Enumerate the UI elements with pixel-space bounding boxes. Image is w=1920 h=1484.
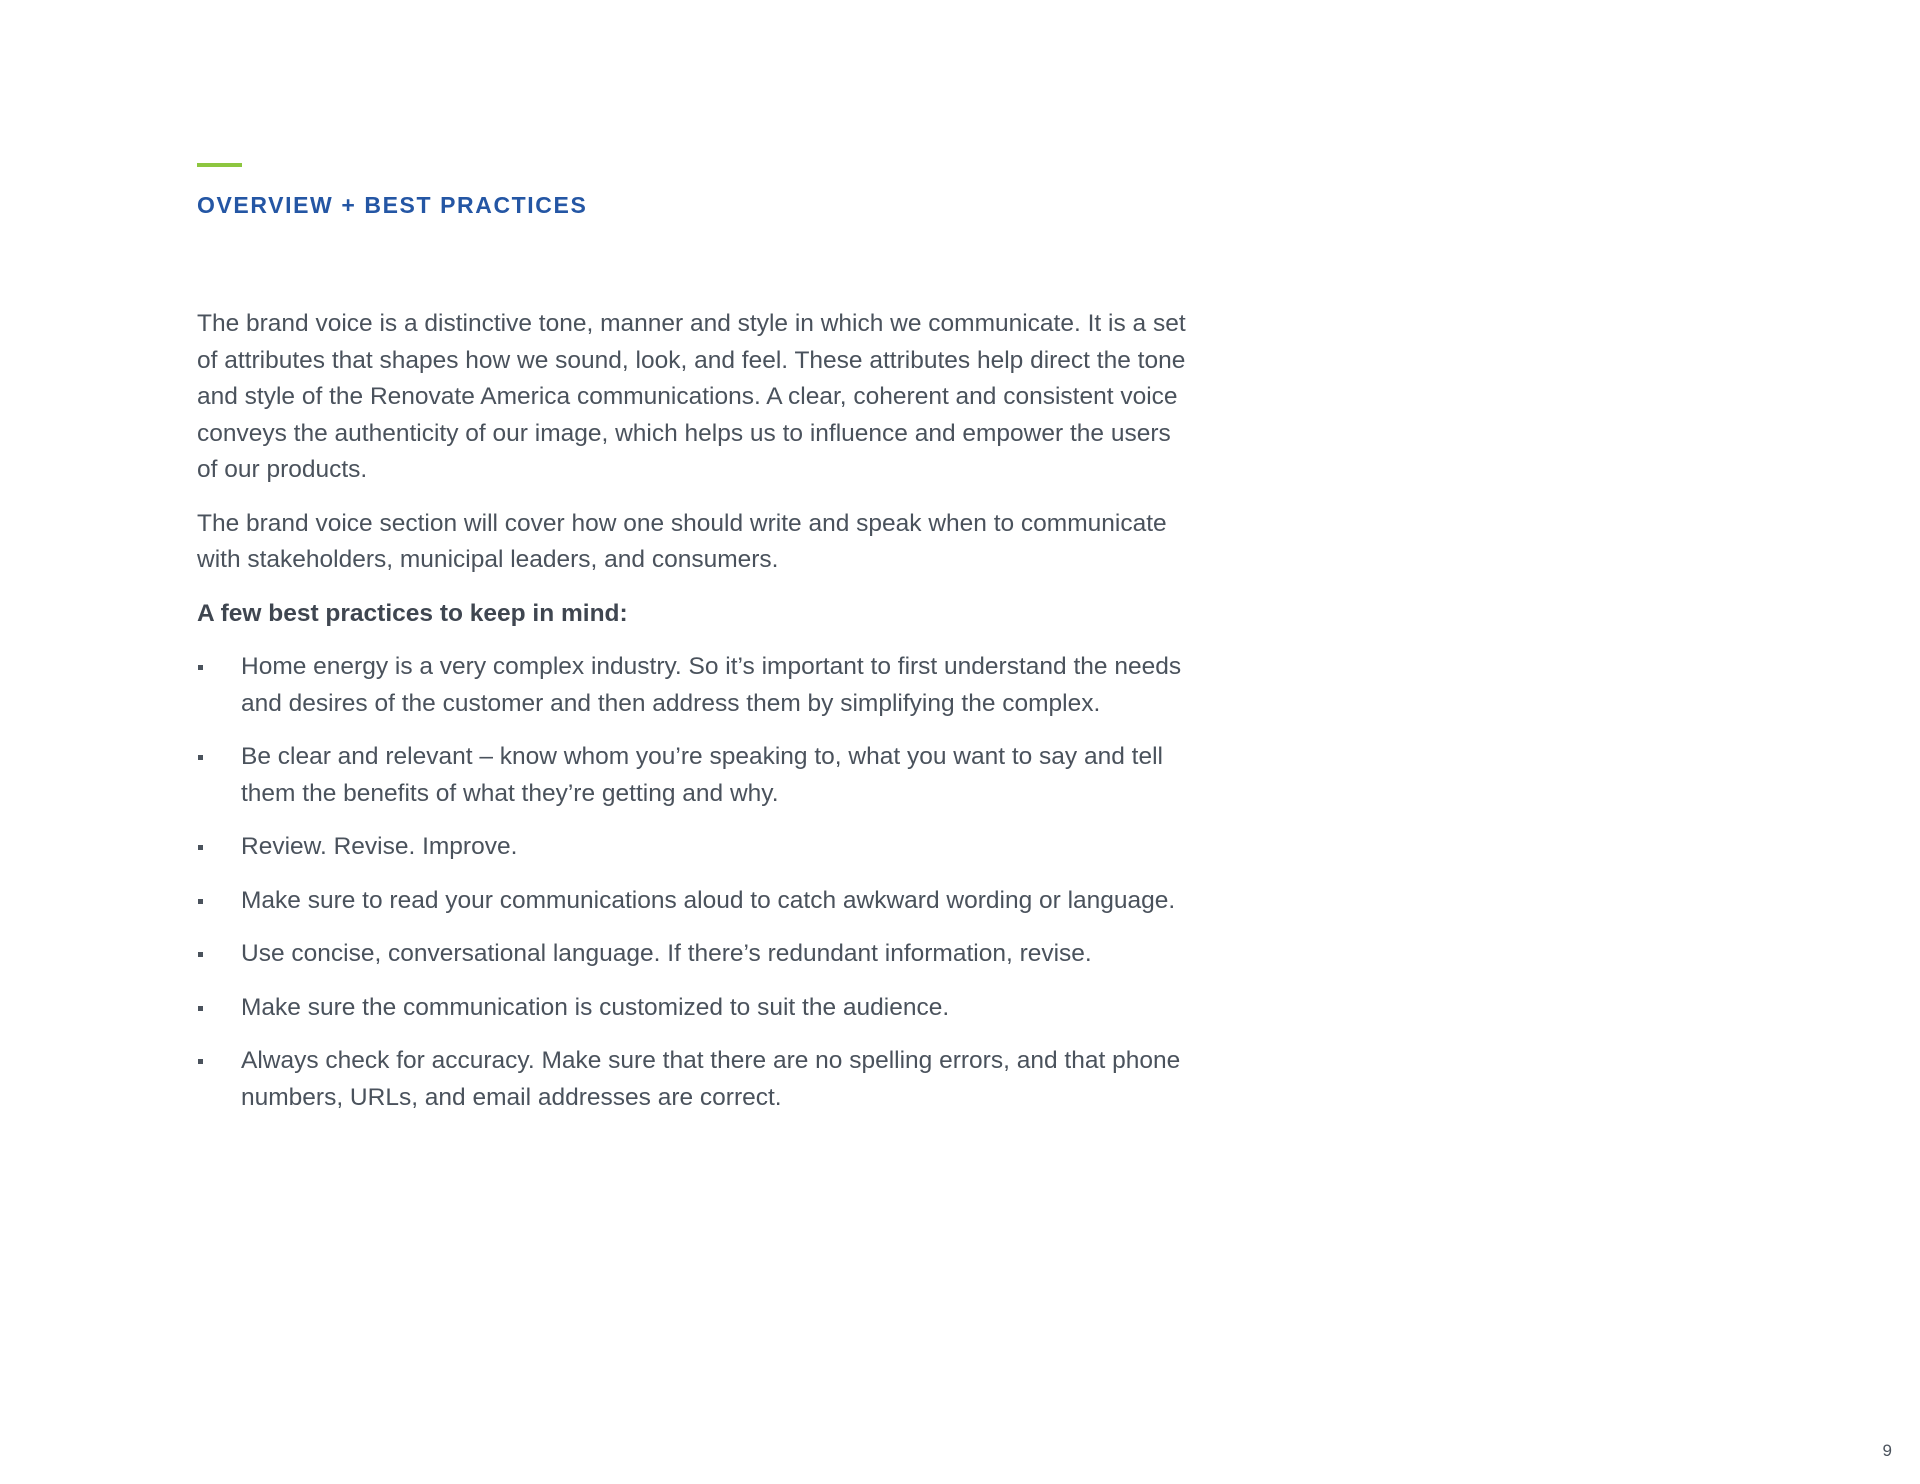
list-item [197, 990, 1197, 1027]
list-item-text: Use concise, conversational language. If there’s redundant information, revise. [241, 940, 1092, 967]
page-number: 9 [1882, 1441, 1892, 1460]
body-content [197, 306, 1197, 1133]
square-bullet-icon [198, 1006, 203, 1011]
list-item-text: Review. Revise. Improve. [241, 833, 518, 860]
list-item [197, 936, 1197, 973]
list-item [197, 649, 1197, 722]
list-item-text: Make sure the communication is customized to suit the audience. [241, 993, 950, 1021]
intro-paragraph: The brand voice is a distinctive tone, manner and style in which we communicate. It is a set of attributes that shapes how we sound, look, and feel. These attributes help direct the tone and style of the Renovate America communications. A clear, coherent and consistent voice conveys the authenticity of our image, which helps us to influence and empower the users of our products. [197, 310, 1186, 483]
list-item [197, 883, 1197, 920]
square-bullet-icon [198, 665, 203, 670]
section-heading: OVERVIEW + BEST PRACTICES [197, 192, 588, 218]
best-practices-lead-in: A few best practices to keep in mind: [197, 599, 628, 627]
list-item-text: Always check for accuracy. Make sure that there are no spelling errors, and that phone numbers, URLs, and email addresses are correct. [241, 1047, 1181, 1111]
list-item [197, 829, 1197, 866]
scope-paragraph: The brand voice section will cover how one should write and speak when to communicate with stakeholders, municipal leaders, and consumers. [197, 509, 1167, 573]
list-item [197, 1043, 1197, 1116]
list-item-text: Make sure to read your communications aloud to catch awkward wording or language. [241, 886, 1176, 914]
list-item-text: Home energy is a very complex industry. So it’s important to first understand the needs and desires of the customer and then address them by simplifying the complex. [241, 653, 1182, 717]
square-bullet-icon [198, 845, 203, 850]
square-bullet-icon [198, 952, 203, 957]
list-item-text: Be clear and relevant – know whom you’re speaking to, what you want to say and tell them the benefits of what they’re getting and why. [241, 743, 1163, 807]
square-bullet-icon [198, 899, 203, 904]
best-practices-list [197, 649, 1197, 1116]
list-item [197, 739, 1197, 812]
square-bullet-icon [198, 1059, 203, 1064]
square-bullet-icon [198, 755, 203, 760]
accent-rule [197, 163, 242, 167]
